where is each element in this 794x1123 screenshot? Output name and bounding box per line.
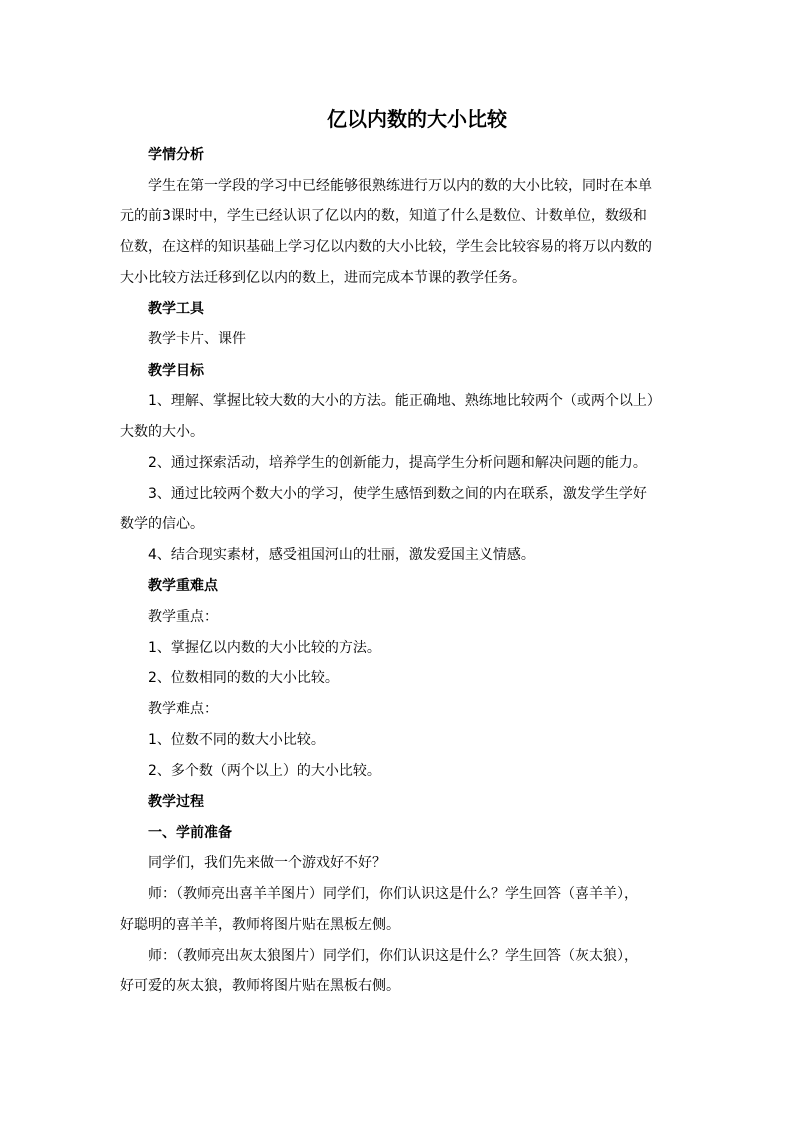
paragraph-line: 同学们，我们先来做一个游戏好不好？ [148, 855, 386, 871]
difficulty-label: 教学难点： [148, 701, 218, 717]
goal-item: 3、通过比较两个数大小的学习，使学生感悟到数之间的内在联系，激发学生学好 [148, 486, 647, 502]
goal-item-continued: 大数的大小。 [120, 424, 204, 440]
section-heading-keypoints: 教学重难点 [148, 578, 218, 594]
paragraph-line: 教学卡片、课件 [148, 331, 246, 347]
paragraph-line: 学生在第一学段的学习中已经能够很熟练进行万以内的数的大小比较，同时在本单 [148, 178, 652, 194]
paragraph-line: 师：（教师亮出喜羊羊图片）同学们，你们认识这是什么？学生回答（喜羊羊）， [148, 886, 638, 902]
difficulty-item: 2、多个数（两个以上）的大小比较。 [148, 763, 381, 779]
focus-label: 教学重点： [148, 609, 218, 625]
goal-item: 2、通过探索活动，培养学生的创新能力，提高学生分析问题和解决问题的能力。 [148, 455, 647, 471]
focus-item: 2、位数相同的数的大小比较。 [148, 670, 339, 686]
paragraph-line: 师：（教师亮出灰太狼图片）同学们，你们认识这是什么？学生回答（灰太狼）， [148, 948, 638, 964]
goal-item: 1、理解、掌握比较大数的大小的方法。能正确地、熟练地比较两个（或两个以上） [148, 393, 661, 409]
section-heading-process: 教学过程 [148, 794, 204, 810]
paragraph-line: 元的前3课时中，学生已经认识了亿以内的数，知道了什么是数位、计数单位，数级和 [120, 208, 647, 224]
subsection-heading: 一、学前准备 [148, 825, 232, 841]
section-heading-tools: 教学工具 [148, 301, 204, 317]
paragraph-line: 好可爱的灰太狼，教师将图片贴在黑板右侧。 [120, 978, 400, 994]
section-heading-analysis: 学情分析 [148, 147, 204, 163]
paragraph-line: 大小比较方法迁移到亿以内的数上，进而完成本节课的教学任务。 [120, 270, 526, 286]
difficulty-item: 1、位数不同的数大小比较。 [148, 732, 325, 748]
paragraph-line: 位数，在这样的知识基础上学习亿以内数的大小比较，学生会比较容易的将万以内数的 [120, 239, 652, 255]
document-title: 亿以内数的大小比较 [327, 107, 507, 131]
goal-item-continued: 数学的信心。 [120, 516, 204, 532]
paragraph-line: 好聪明的喜羊羊，教师将图片贴在黑板左侧。 [120, 917, 400, 933]
focus-item: 1、掌握亿以内数的大小比较的方法。 [148, 640, 381, 656]
section-heading-goals: 教学目标 [148, 363, 204, 379]
goal-item: 4、结合现实素材，感受祖国河山的壮丽，激发爱国主义情感。 [148, 547, 535, 563]
